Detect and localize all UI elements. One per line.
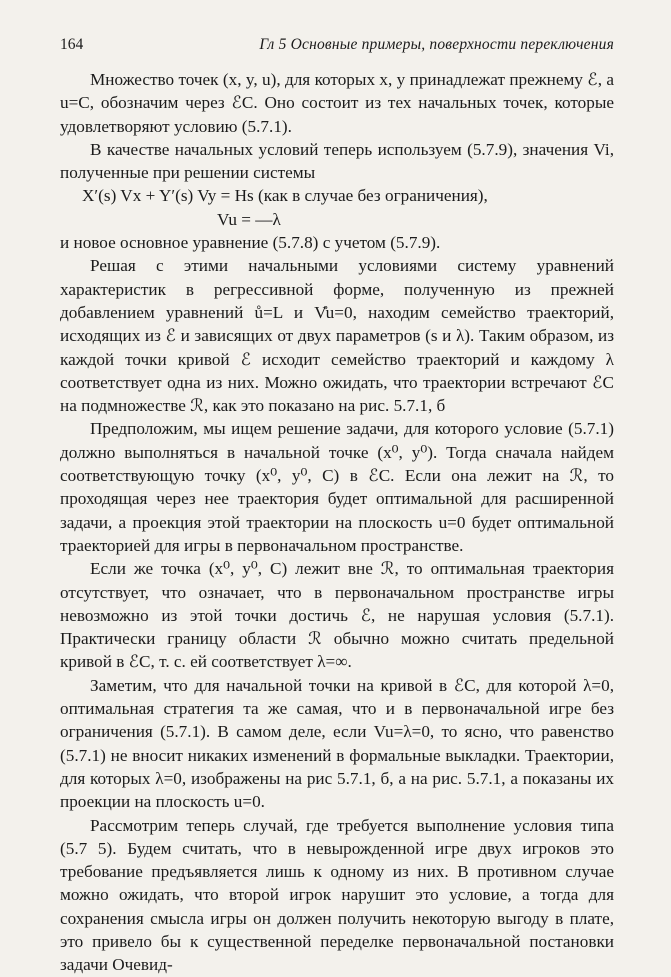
page-body: [60, 68, 614, 977]
running-title: Гл 5 Основные примеры, поверхности переключения: [259, 36, 614, 53]
paragraph-6: Если же точка (x⁰, y⁰, C) лежит вне ℛ, то оптимальная траектория отсутствует, что означает, что в первоначальном пространстве игры невозможно из этой точки достичь ℰ, не нарушая условия (5.7.1). Практически границу области ℛ обычно можно считать предельной кривой в ℰC, т. с. ей соответствует λ=∞.: [60, 559, 614, 672]
equation-2: Vu = —λ: [217, 209, 281, 229]
equation-1: X′(s) Vx + Y′(s) Vy = Hs (как в случае без ограничения),: [82, 186, 488, 206]
page-header: [60, 33, 614, 57]
paragraph-5: Предположим, мы ищем решение задачи, для которого условие (5.7.1) должно выполняться в начальной точке (x⁰, y⁰). Тогда сначала найдем соответствующую точку (x⁰, y⁰, C) в ℰC. Если она лежит на ℛ, то проходящая через нее траектория будет оптимальной для расширенной задачи, а проекция этой траектории на плоскость u=0 будет оптимальной траекторией для игры в первоначальном пространстве.: [60, 419, 614, 555]
paragraph-4: Решая с этими начальными условиями систему уравнений характеристик в регрессивной форме, полученную из прежней добавлением уравнений ů=L и V̊u=0, находим семейство траекторий, исходящих из ℰ и зависящих от двух параметров (s и λ). Таким образом, из каждой точки кривой ℰ исходит семейство траекторий и каждому λ соответствует одна из них. Можно ожидать, что траектории встречают ℰC на подмножестве ℛ, как это показано на рис. 5.7.1, б: [60, 256, 614, 416]
paragraph-7: Заметим, что для начальной точки на кривой в ℰC, для которой λ=0, оптимальная стратегия та же самая, что и в первоначальной игре без ограничения (5.7.1). В самом деле, если Vu=λ=0, то ясно, что равенство (5.7.1) не вносит никаких изменений в формальные выкладки. Траектории, для которых λ=0, изображены на рис 5.7.1, б, а на рис. 5.7.1, а показаны их проекции на плоскость u=0.: [60, 675, 614, 812]
paragraph-2: В качестве начальных условий теперь используем (5.7.9), значения Vi, полученные при решении системы: [60, 139, 614, 183]
paragraph-3: и новое основное уравнение (5.7.8) с учетом (5.7.9).: [60, 233, 441, 253]
page-number: 164: [60, 36, 84, 53]
paragraph-1: Множество точек (x, y, u), для которых x, y принадлежат прежнему ℰ, а u=C, обозначим через ℰC. Оно состоит из тех начальных точек, которые удовлетворяют условию (5.7.1).: [60, 70, 614, 136]
paragraph-8: Рассмотрим теперь случай, где требуется выполнение условия типа (5.7 5). Будем считать, что в невырожденной игре двух игроков это требование предъявляется лишь к одному из них. В противном случае можно ожидать, что второй игрок нарушит это условие, а тогда для сохранения смысла игры он должен получить некоторую выгоду в плате, это привело бы к существенной переделке первоначальной постановки задачи Очевид-: [60, 815, 614, 975]
